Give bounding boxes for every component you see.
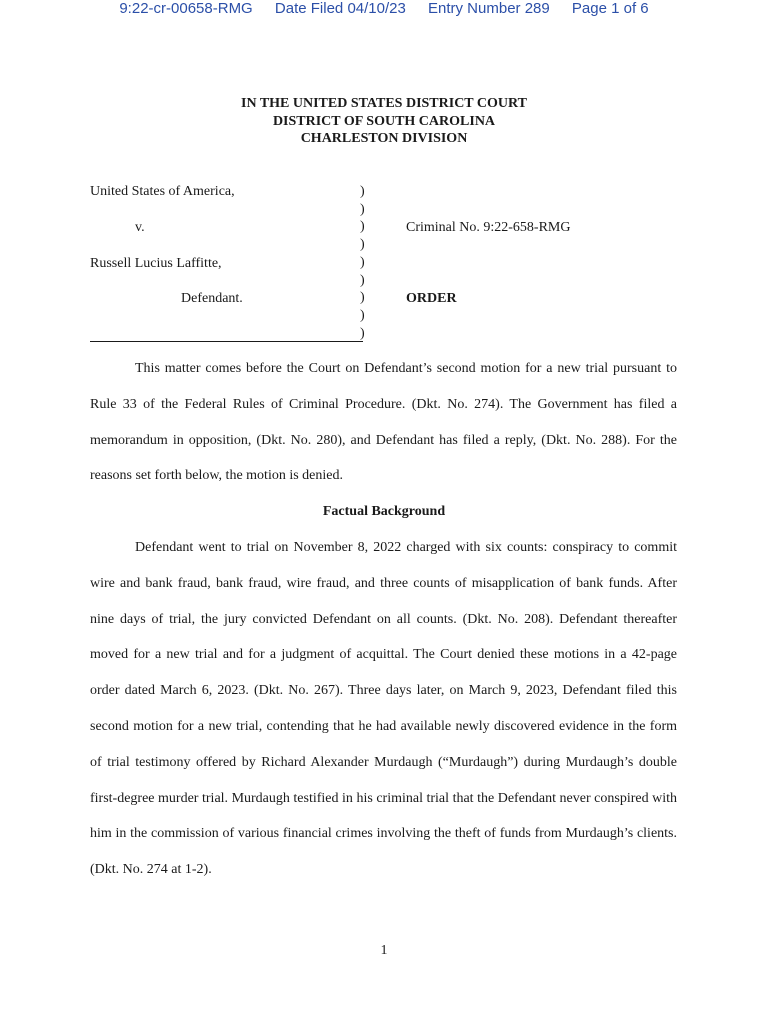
caption-paren: ) [360, 201, 365, 217]
entry-number: Entry Number 289 [428, 0, 550, 17]
caption-paren: ) [360, 184, 365, 199]
court-district: DISTRICT OF SOUTH CAROLINA [272, 113, 496, 129]
caption-paren: ) [360, 272, 365, 288]
background-paragraph-text: Defendant went to trial on November 8, 2022 charged with six counts: conspiracy to commit wire and bank fraud, bank fraud, wire fraud, and three counts of misapplication of bank funds. After nine days of trial, the jury convicted Defendant on all counts. (Dkt. No. 208). Defendant thereafter moved for a new trial and for a judgment of acquittal. The Court denied these motions in a 42-page order dated March 6, 2023. (Dkt. No. 267). Three days later, on March 9, 2023, Defendant filed this second motion for a new trial, contending that he had available newly discovered evidence in the form of trial testimony offered by Richard Alexander Murdaugh (“Murdaugh”) during Murdaugh’s double first-degree murder trial. Murdaugh testified in his criminal trial that the Defendant never conspired with him in the commission of various financial crimes involving the theft of funds from Murdaugh’s clients. (Dkt. No. 274 at 1-2). [90, 540, 677, 878]
caption-paren: ) [360, 219, 365, 235]
order-title: ORDER [406, 291, 457, 306]
intro-paragraph [90, 351, 677, 494]
page-number: 1 [380, 943, 388, 958]
plaintiff-name: United States of America, [90, 184, 235, 199]
date-filed: Date Filed 04/10/23 [274, 0, 406, 17]
criminal-number: Criminal No. 9:22-658-RMG [406, 220, 571, 235]
ecf-header [0, 0, 768, 20]
versus-label: v. [135, 220, 145, 235]
defendant-role: Defendant. [181, 291, 243, 306]
caption-paren: ) [360, 237, 365, 253]
case-number: 9:22-cr-00658-RMG [119, 0, 253, 17]
caption-paren: ) [360, 254, 365, 270]
court-name: IN THE UNITED STATES DISTRICT COURT [241, 96, 527, 111]
defendant-name: Russell Lucius Laffitte, [90, 256, 222, 271]
court-heading [0, 95, 768, 148]
caption-paren: ) [360, 307, 365, 323]
page-of: Page 1 of 6 [571, 0, 649, 17]
intro-paragraph-text: This matter comes before the Court on Defendant’s second motion for a new trial pursuant to Rule 33 of the Federal Rules of Criminal Procedure. (Dkt. No. 274). The Government has filed a memorandum in opposition, (Dkt. No. 280), and Defendant has filed a reply, (Dkt. No. 288). For the reasons set forth below, the motion is denied. [90, 361, 677, 484]
case-caption [90, 183, 690, 343]
background-paragraph [90, 530, 677, 888]
caption-paren: ) [360, 290, 365, 306]
caption-rule [90, 341, 363, 342]
caption-paren: ) [360, 325, 365, 341]
court-division: CHARLESTON DIVISION [300, 131, 468, 146]
section-heading: Factual Background [322, 504, 446, 519]
